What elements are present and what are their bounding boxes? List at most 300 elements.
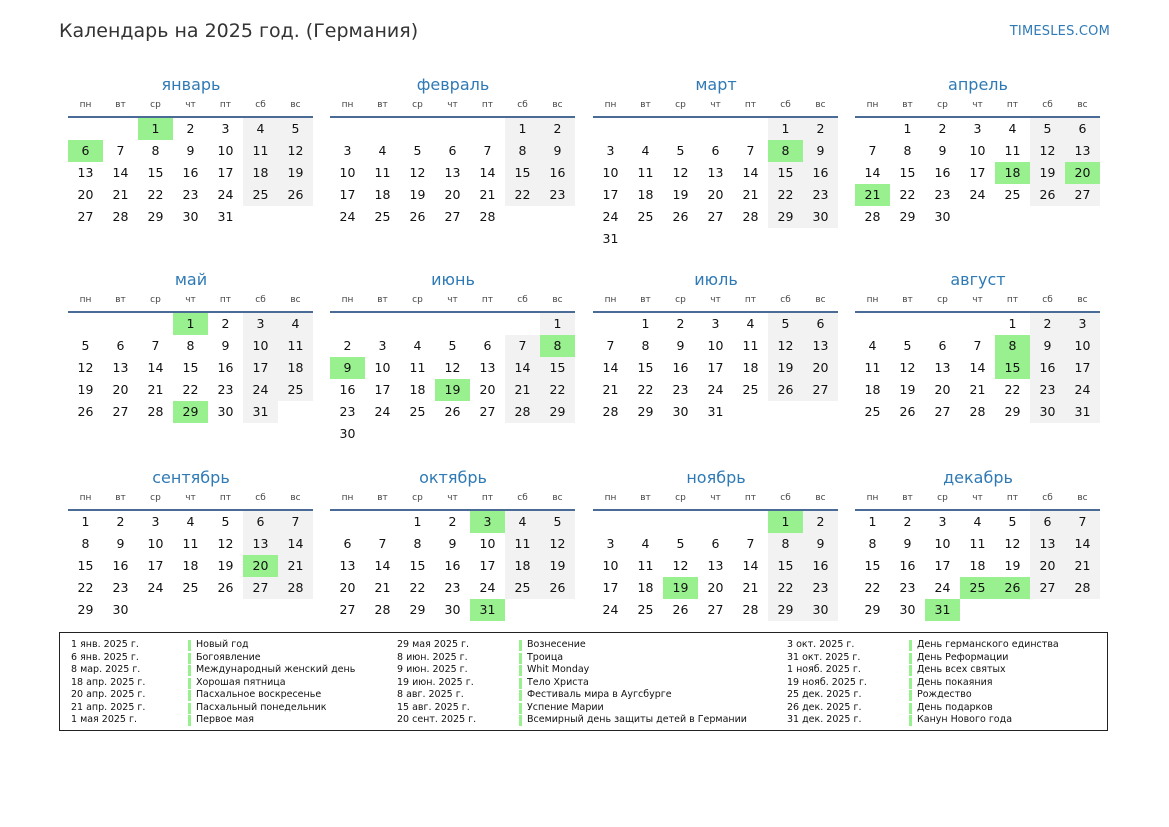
holiday-date: 19 июн. 2025 г. xyxy=(397,676,474,688)
day-cell: 21 xyxy=(479,187,496,202)
day-cell: 5 xyxy=(448,338,457,353)
day-cell: 7 xyxy=(483,143,492,158)
day-cell: 12 xyxy=(1030,140,1065,162)
day-cell: 24 xyxy=(1065,379,1100,401)
holiday-name: Богоявление xyxy=(188,652,261,665)
day-cell: 14 xyxy=(374,558,391,573)
day-cell: 3 xyxy=(938,514,947,529)
day-grid xyxy=(330,313,576,445)
day-cell: 26 xyxy=(217,580,234,595)
day-cell: 11 xyxy=(1004,143,1021,158)
weekday-label: чт xyxy=(972,295,983,305)
day-cell: 19 xyxy=(409,187,426,202)
month-name: июль xyxy=(694,270,738,289)
month-name: апрель xyxy=(948,75,1008,94)
day-cell: 18 xyxy=(742,360,759,375)
day-cell: 3 xyxy=(151,514,160,529)
day-cell: 29 xyxy=(540,401,575,423)
weekday-label: пн xyxy=(866,295,879,305)
day-cell: 23 xyxy=(899,580,916,595)
day-cell: 8 xyxy=(903,143,912,158)
day-cell: 3 xyxy=(243,313,278,335)
month-name: сентябрь xyxy=(152,468,230,487)
day-cell: 29 xyxy=(77,602,94,617)
day-cell: 6 xyxy=(803,313,838,335)
holiday-date: 21 апр. 2025 г. xyxy=(71,701,146,713)
day-cell: 23 xyxy=(803,577,838,599)
day-cell: 12 xyxy=(540,533,575,555)
day-cell: 27 xyxy=(339,602,356,617)
day-cell: 30 xyxy=(444,602,461,617)
day-cell: 17 xyxy=(1065,357,1100,379)
day-cell: 18 xyxy=(182,558,199,573)
day-cell: 5 xyxy=(903,338,912,353)
day-cell: 6 xyxy=(711,536,720,551)
day-cell: 27 xyxy=(479,404,496,419)
day-cell: 5 xyxy=(413,143,422,158)
holiday-name: Whit Monday xyxy=(519,664,589,677)
month-name: февраль xyxy=(416,75,490,94)
holiday-name: Первое мая xyxy=(188,714,254,727)
day-cell: 12 xyxy=(409,165,426,180)
weekday-label: пт xyxy=(1006,295,1019,305)
weekday-label: чт xyxy=(447,100,458,110)
day-cell: 31 xyxy=(707,404,724,419)
weekday-label: вт xyxy=(115,493,126,503)
weekday-label: вс xyxy=(290,493,301,503)
day-cell: 29 xyxy=(899,209,916,224)
day-cell: 9 xyxy=(676,338,685,353)
day-cell: 13 xyxy=(243,533,278,555)
day-cell: 2 xyxy=(903,514,912,529)
month-name: октябрь xyxy=(419,468,487,487)
day-cell: 13 xyxy=(444,165,461,180)
weekday-label: пн xyxy=(79,493,92,503)
day-cell: 14 xyxy=(112,165,129,180)
day-cell: 21 xyxy=(505,379,540,401)
day-grid xyxy=(330,118,576,228)
day-grid xyxy=(330,511,576,621)
day-cell: 26 xyxy=(768,379,803,401)
holiday-day-cell: 26 xyxy=(995,577,1030,599)
weekday-label: ср xyxy=(150,493,161,503)
month-name: декабрь xyxy=(943,468,1013,487)
day-cell: 14 xyxy=(969,360,986,375)
empty-cell xyxy=(925,313,960,335)
day-cell: 16 xyxy=(803,555,838,577)
day-cell: 9 xyxy=(448,536,457,551)
site-link[interactable]: TIMESLES.COM xyxy=(1009,24,1110,39)
day-cell: 15 xyxy=(77,558,94,573)
day-grid xyxy=(855,313,1101,423)
weekday-label: чт xyxy=(185,100,196,110)
month-4 xyxy=(855,73,1101,228)
day-cell: 20 xyxy=(444,187,461,202)
weekday-label: сб xyxy=(780,100,791,110)
day-cell: 11 xyxy=(637,165,654,180)
day-cell: 14 xyxy=(479,165,496,180)
weekday-header xyxy=(330,490,576,506)
day-cell: 3 xyxy=(378,338,387,353)
day-cell: 19 xyxy=(278,162,313,184)
day-cell: 10 xyxy=(243,335,278,357)
day-cell: 3 xyxy=(973,121,982,136)
day-cell: 15 xyxy=(147,165,164,180)
day-cell: 30 xyxy=(803,206,838,228)
day-cell: 4 xyxy=(378,143,387,158)
holiday-day-cell: 8 xyxy=(768,140,803,162)
weekday-label: чт xyxy=(972,100,983,110)
day-cell: 14 xyxy=(1065,533,1100,555)
holiday-date: 29 мая 2025 г. xyxy=(397,639,470,650)
day-cell: 6 xyxy=(938,338,947,353)
weekday-label: пт xyxy=(481,295,494,305)
day-cell: 16 xyxy=(803,162,838,184)
holiday-name: Международный женский день xyxy=(188,664,355,677)
empty-cell xyxy=(628,118,663,140)
weekday-label: пт xyxy=(481,100,494,110)
day-cell: 21 xyxy=(602,382,619,397)
weekday-label: сб xyxy=(780,295,791,305)
day-cell: 24 xyxy=(707,382,724,397)
day-cell: 24 xyxy=(339,209,356,224)
day-cell: 7 xyxy=(606,338,615,353)
day-cell: 8 xyxy=(81,536,90,551)
day-cell: 16 xyxy=(1030,357,1065,379)
month-7 xyxy=(593,268,839,423)
empty-cell xyxy=(400,313,435,335)
day-cell: 17 xyxy=(374,382,391,397)
day-cell: 29 xyxy=(147,209,164,224)
day-cell: 13 xyxy=(339,558,356,573)
day-cell: 22 xyxy=(147,187,164,202)
day-cell: 4 xyxy=(641,143,650,158)
day-cell: 23 xyxy=(444,580,461,595)
day-cell: 26 xyxy=(1030,184,1065,206)
weekday-label: вс xyxy=(815,295,826,305)
weekday-label: пт xyxy=(744,100,757,110)
day-cell: 27 xyxy=(77,209,94,224)
day-cell: 17 xyxy=(217,165,234,180)
day-cell: 24 xyxy=(147,580,164,595)
holiday-date: 18 апр. 2025 г. xyxy=(71,676,146,688)
day-cell: 15 xyxy=(899,165,916,180)
weekday-header xyxy=(855,292,1101,308)
day-cell: 22 xyxy=(409,580,426,595)
day-cell: 5 xyxy=(676,536,685,551)
day-cell: 16 xyxy=(672,360,689,375)
day-cell: 8 xyxy=(641,338,650,353)
day-cell: 18 xyxy=(864,382,881,397)
day-cell: 1 xyxy=(81,514,90,529)
holiday-day-cell: 3 xyxy=(470,511,505,533)
day-cell: 16 xyxy=(217,360,234,375)
day-cell: 6 xyxy=(116,338,125,353)
weekday-label: вт xyxy=(115,295,126,305)
month-name: август xyxy=(950,270,1006,289)
day-cell: 3 xyxy=(711,316,720,331)
day-cell: 20 xyxy=(77,187,94,202)
weekday-label: вт xyxy=(902,295,913,305)
day-grid xyxy=(855,118,1101,228)
day-cell: 21 xyxy=(278,555,313,577)
day-cell: 12 xyxy=(278,140,313,162)
empty-cell xyxy=(698,118,733,140)
day-cell: 12 xyxy=(768,335,803,357)
day-cell: 23 xyxy=(672,382,689,397)
day-cell: 5 xyxy=(540,511,575,533)
month-12 xyxy=(855,466,1101,621)
day-cell: 29 xyxy=(768,599,803,621)
day-cell: 19 xyxy=(1004,558,1021,573)
day-cell: 3 xyxy=(1065,313,1100,335)
weekday-label: пт xyxy=(481,493,494,503)
weekday-label: ср xyxy=(412,493,423,503)
empty-cell xyxy=(890,313,925,335)
holiday-day-cell: 1 xyxy=(173,313,208,335)
day-cell: 12 xyxy=(672,165,689,180)
weekday-label: пн xyxy=(79,100,92,110)
day-cell: 24 xyxy=(602,602,619,617)
holiday-date: 1 янв. 2025 г. xyxy=(71,639,139,650)
day-cell: 6 xyxy=(448,143,457,158)
day-cell: 23 xyxy=(339,404,356,419)
day-cell: 16 xyxy=(899,558,916,573)
empty-cell xyxy=(330,118,365,140)
holiday-name: Пасхальный понедельник xyxy=(188,702,327,715)
day-cell: 30 xyxy=(672,404,689,419)
day-cell: 28 xyxy=(505,401,540,423)
day-cell: 18 xyxy=(409,382,426,397)
holiday-name: Троица xyxy=(519,652,563,665)
holiday-name: День покаяния xyxy=(909,677,993,690)
day-cell: 28 xyxy=(479,209,496,224)
weekday-label: вт xyxy=(115,100,126,110)
day-cell: 20 xyxy=(934,382,951,397)
day-cell: 15 xyxy=(540,357,575,379)
day-cell: 6 xyxy=(1030,511,1065,533)
day-cell: 21 xyxy=(742,187,759,202)
holiday-date: 1 мая 2025 г. xyxy=(71,714,137,725)
day-cell: 28 xyxy=(742,209,759,224)
day-cell: 10 xyxy=(217,143,234,158)
day-cell: 17 xyxy=(147,558,164,573)
weekday-label: ср xyxy=(675,295,686,305)
weekday-label: пн xyxy=(341,493,354,503)
day-cell: 29 xyxy=(637,404,654,419)
month-3 xyxy=(593,73,839,250)
day-cell: 20 xyxy=(479,382,496,397)
day-cell: 29 xyxy=(768,206,803,228)
month-name: март xyxy=(695,75,737,94)
day-cell: 5 xyxy=(768,313,803,335)
empty-cell xyxy=(855,118,890,140)
empty-cell xyxy=(400,118,435,140)
day-cell: 27 xyxy=(444,209,461,224)
day-cell: 22 xyxy=(899,187,916,202)
day-cell: 11 xyxy=(243,140,278,162)
day-cell: 20 xyxy=(112,382,129,397)
day-cell: 29 xyxy=(864,602,881,617)
weekday-label: пн xyxy=(604,295,617,305)
day-cell: 20 xyxy=(707,580,724,595)
day-cell: 25 xyxy=(1004,187,1021,202)
day-cell: 2 xyxy=(676,316,685,331)
weekday-label: чт xyxy=(185,295,196,305)
day-cell: 9 xyxy=(221,338,230,353)
weekday-header xyxy=(593,292,839,308)
month-1 xyxy=(68,73,314,228)
day-cell: 17 xyxy=(243,357,278,379)
day-cell: 19 xyxy=(899,382,916,397)
empty-cell xyxy=(68,313,103,335)
weekday-label: вт xyxy=(377,493,388,503)
day-cell: 7 xyxy=(1065,511,1100,533)
day-cell: 4 xyxy=(278,313,313,335)
day-cell: 11 xyxy=(409,360,426,375)
day-cell: 22 xyxy=(77,580,94,595)
day-cell: 31 xyxy=(1065,401,1100,423)
day-cell: 16 xyxy=(112,558,129,573)
empty-cell xyxy=(435,118,470,140)
day-cell: 20 xyxy=(707,187,724,202)
day-cell: 30 xyxy=(803,599,838,621)
day-cell: 21 xyxy=(742,580,759,595)
day-cell: 31 xyxy=(243,401,278,423)
day-cell: 22 xyxy=(540,379,575,401)
day-cell: 25 xyxy=(864,404,881,419)
day-cell: 10 xyxy=(374,360,391,375)
day-cell: 11 xyxy=(864,360,881,375)
day-cell: 28 xyxy=(112,209,129,224)
day-cell: 2 xyxy=(343,338,352,353)
weekday-label: вс xyxy=(815,100,826,110)
day-cell: 7 xyxy=(868,143,877,158)
holiday-name: День Реформации xyxy=(909,652,1008,665)
holiday-date: 8 июн. 2025 г. xyxy=(397,651,468,663)
day-cell: 12 xyxy=(672,558,689,573)
weekday-label: пт xyxy=(1006,100,1019,110)
day-cell: 18 xyxy=(637,580,654,595)
day-cell: 30 xyxy=(1030,401,1065,423)
weekday-label: вс xyxy=(552,493,563,503)
holiday-legend xyxy=(59,632,1108,731)
day-cell: 28 xyxy=(1065,577,1100,599)
weekday-label: пн xyxy=(866,493,879,503)
weekday-label: вс xyxy=(815,493,826,503)
weekday-label: ср xyxy=(675,493,686,503)
holiday-day-cell: 9 xyxy=(330,357,365,379)
day-cell: 21 xyxy=(969,382,986,397)
weekday-label: ср xyxy=(412,295,423,305)
day-cell: 7 xyxy=(278,511,313,533)
weekday-label: вт xyxy=(640,295,651,305)
day-cell: 25 xyxy=(505,577,540,599)
holiday-date: 26 дек. 2025 г. xyxy=(787,701,862,713)
day-cell: 9 xyxy=(903,536,912,551)
day-cell: 4 xyxy=(746,316,755,331)
month-11 xyxy=(593,466,839,621)
day-cell: 1 xyxy=(505,118,540,140)
weekday-label: чт xyxy=(710,493,721,503)
day-cell: 4 xyxy=(243,118,278,140)
day-cell: 29 xyxy=(1004,404,1021,419)
day-cell: 7 xyxy=(973,338,982,353)
day-cell: 3 xyxy=(606,143,615,158)
day-cell: 4 xyxy=(505,511,540,533)
day-cell: 1 xyxy=(903,121,912,136)
empty-cell xyxy=(365,313,400,335)
day-cell: 3 xyxy=(343,143,352,158)
weekday-label: чт xyxy=(447,295,458,305)
day-cell: 15 xyxy=(182,360,199,375)
day-cell: 24 xyxy=(934,580,951,595)
weekday-label: чт xyxy=(710,100,721,110)
day-cell: 2 xyxy=(116,514,125,529)
day-grid xyxy=(593,511,839,621)
day-cell: 12 xyxy=(899,360,916,375)
day-cell: 10 xyxy=(147,536,164,551)
day-cell: 7 xyxy=(151,338,160,353)
day-cell: 10 xyxy=(479,536,496,551)
weekday-header xyxy=(855,97,1101,113)
holiday-name: Рождество xyxy=(909,689,972,702)
day-cell: 13 xyxy=(1065,140,1100,162)
day-cell: 17 xyxy=(934,558,951,573)
day-cell: 6 xyxy=(243,511,278,533)
day-cell: 15 xyxy=(637,360,654,375)
day-cell: 9 xyxy=(540,140,575,162)
holiday-day-cell: 25 xyxy=(960,577,995,599)
day-cell: 8 xyxy=(768,533,803,555)
day-cell: 12 xyxy=(217,536,234,551)
weekday-label: пт xyxy=(219,295,232,305)
weekday-header xyxy=(68,292,314,308)
day-cell: 24 xyxy=(217,187,234,202)
day-cell: 6 xyxy=(483,338,492,353)
day-cell: 28 xyxy=(374,602,391,617)
holiday-name: День германского единства xyxy=(909,639,1059,652)
day-cell: 17 xyxy=(969,165,986,180)
weekday-label: сб xyxy=(1042,493,1053,503)
day-cell: 8 xyxy=(413,536,422,551)
day-cell: 30 xyxy=(112,602,129,617)
day-cell: 14 xyxy=(742,558,759,573)
holiday-day-cell: 29 xyxy=(173,401,208,423)
day-grid xyxy=(593,313,839,423)
weekday-label: вт xyxy=(377,295,388,305)
weekday-label: пт xyxy=(219,100,232,110)
holiday-name: Всемирный день защиты детей в Германии xyxy=(519,714,747,727)
empty-cell xyxy=(68,118,103,140)
weekday-label: вс xyxy=(552,295,563,305)
day-cell: 21 xyxy=(1065,555,1100,577)
day-cell: 4 xyxy=(973,514,982,529)
day-cell: 8 xyxy=(505,140,540,162)
day-cell: 11 xyxy=(182,536,199,551)
empty-cell xyxy=(593,511,628,533)
weekday-label: вт xyxy=(640,493,651,503)
holiday-date: 3 окт. 2025 г. xyxy=(787,639,855,650)
day-cell: 2 xyxy=(803,118,838,140)
day-cell: 27 xyxy=(243,577,278,599)
day-cell: 18 xyxy=(969,558,986,573)
day-cell: 26 xyxy=(672,209,689,224)
holiday-day-cell: 31 xyxy=(470,599,505,621)
weekday-label: пн xyxy=(79,295,92,305)
day-cell: 4 xyxy=(868,338,877,353)
day-cell: 13 xyxy=(1030,533,1065,555)
